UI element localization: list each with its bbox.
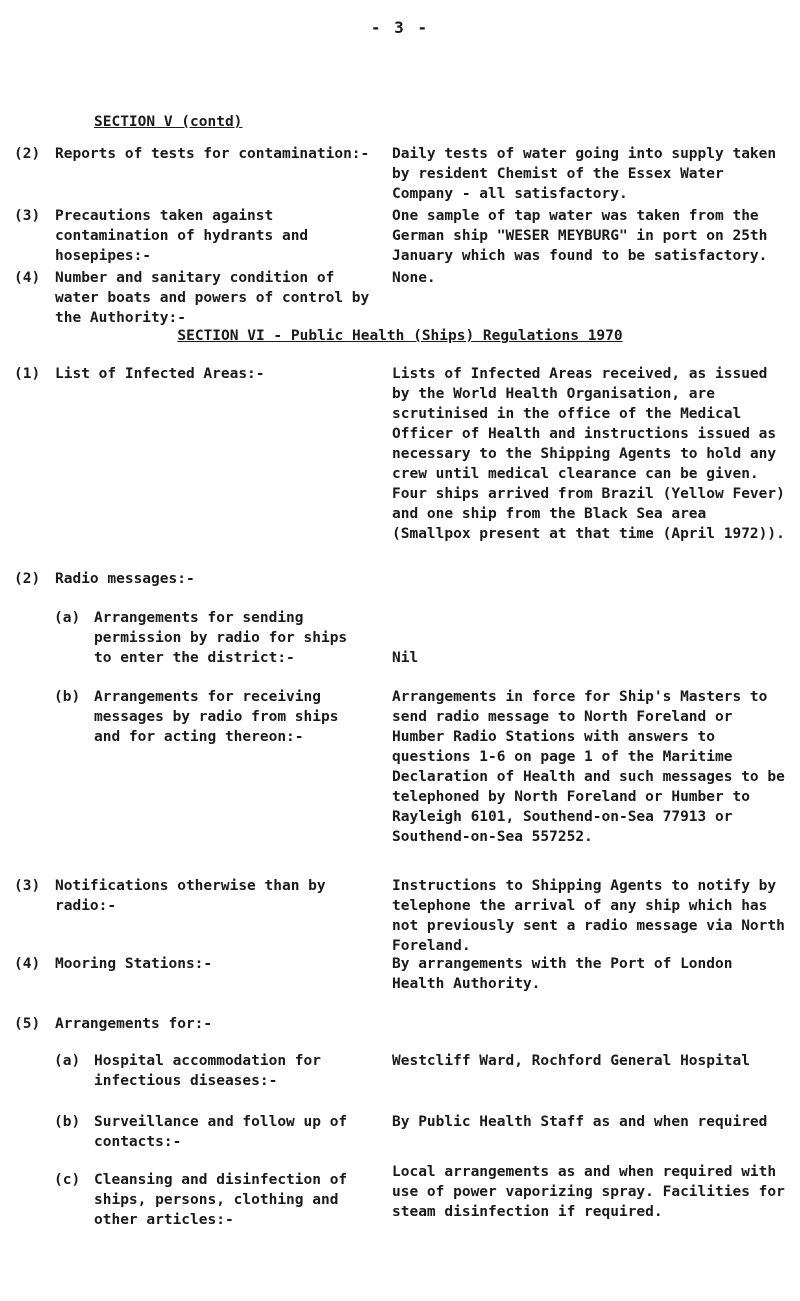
sub-item-value: Local arrangements as and when required with use of power vaporizing spray. Facilities for steam disinfection if required. [392, 1164, 785, 1220]
item-number: (2) [14, 146, 41, 162]
item-number: (4) [14, 270, 41, 286]
sub-item-label: Hospital accommodation for infectious diseases:- [94, 1053, 321, 1089]
item-label: Mooring Stations:- [55, 956, 213, 972]
sub-item-value: Arrangements in force for Ship's Masters to send radio message to North Foreland or Humber Radio Stations with answers to questions 1-6 on page 1 of the Maritime Declaration of Health and such messages to be telephoned by North Foreland or Humber to Rayleigh 6101, Southend-on-Sea 77913 or Southend-on-Sea 557252. [392, 689, 785, 845]
item-label: Notifications otherwise than by radio:- [55, 878, 326, 914]
page-number: - 3 - [370, 18, 430, 37]
item-number: (3) [14, 878, 41, 894]
item-label: Reports of tests for contamination:- [55, 146, 370, 162]
sub-item-value: By Public Health Staff as and when required [392, 1114, 768, 1130]
sub-item-letter: (a) [54, 610, 81, 626]
item-value: Daily tests of water going into supply taken by resident Chemist of the Essex Water Company - all satisfactory. [392, 146, 777, 202]
item-number: (3) [14, 208, 41, 224]
sub-item-value: Nil [392, 650, 419, 666]
item-label: Radio messages:- [55, 571, 195, 587]
item-value: Lists of Infected Areas received, as issued by the World Health Organisation, are scrutinised in the office of the Medical Officer of Health and instructions issued as necessary to the Shipping Agents to hold any crew until medical clearance can be given. Four ships arrived from Brazil (Yellow Fever) and one ship from the Black Sea area (Smallpox present at that time (April 1972)). [392, 366, 785, 542]
item-label: List of Infected Areas:- [55, 366, 265, 382]
sub-item-label: Arrangements for sending permission by radio for ships to enter the district:- [94, 610, 348, 666]
sub-item-label: Arrangements for receiving messages by radio from ships and for acting thereon:- [94, 689, 339, 745]
item-label: Arrangements for:- [55, 1016, 213, 1032]
item-number: (2) [14, 571, 41, 587]
item-value: Instructions to Shipping Agents to notify by telephone the arrival of any ship which has not previously sent a radio message via North Foreland. [392, 878, 785, 954]
section-6-heading: SECTION VI - Public Health (Ships) Regulations 1970 [177, 328, 623, 344]
sub-item-label: Surveillance and follow up of contacts:- [94, 1114, 348, 1150]
item-number: (4) [14, 956, 41, 972]
sub-item-letter: (a) [54, 1053, 81, 1069]
sub-item-letter: (b) [54, 1114, 81, 1130]
item-value: One sample of tap water was taken from the German ship "WESER MEYBURG" in port on 25th January which was found to be satisfactory. [392, 208, 768, 264]
sub-item-letter: (b) [54, 689, 81, 705]
item-value: None. [392, 270, 436, 286]
item-label: Number and sanitary condition of water boats and powers of control by the Authority:- [55, 270, 370, 326]
sub-item-label: Cleansing and disinfection of ships, persons, clothing and other articles:- [94, 1172, 348, 1228]
item-number: (1) [14, 366, 41, 382]
sub-item-value: Westcliff Ward, Rochford General Hospital [392, 1053, 750, 1069]
sub-item-letter: (c) [54, 1172, 81, 1188]
item-number: (5) [14, 1016, 41, 1032]
section-5-heading: SECTION V (contd) [94, 114, 243, 130]
item-label: Precautions taken against contamination of hydrants and hosepipes:- [55, 208, 309, 264]
item-value: By arrangements with the Port of London Health Authority. [392, 956, 733, 992]
